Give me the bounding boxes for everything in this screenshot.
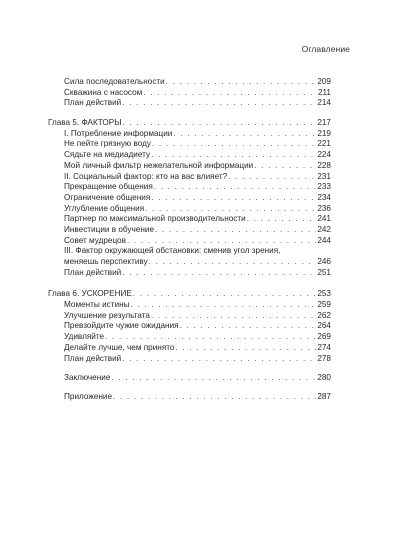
toc-entry-title: I. Потребление информации — [64, 128, 173, 138]
toc-entry — [48, 300, 331, 311]
toc-entry-page-number: 236 — [317, 203, 331, 213]
toc-entry — [48, 268, 331, 279]
toc-entry — [48, 204, 331, 215]
toc-entry-page-number: 251 — [317, 267, 331, 277]
toc-entry-page-number: 219 — [317, 128, 331, 138]
toc-entry-page-number: 221 — [317, 139, 331, 149]
toc-entry-title: План действий — [64, 353, 122, 363]
toc-entry-title: Сила последовательности — [64, 77, 165, 86]
dot-leader — [254, 161, 316, 172]
toc-entry — [48, 77, 331, 88]
toc-entry-page-number: 264 — [317, 321, 331, 331]
toc-entry-title: Глава 6. УСКОРЕНИЕ — [48, 289, 132, 299]
toc-entry-page-number: 209 — [317, 77, 331, 86]
toc-entry-title-line: III. Фактор окружающей обстановки: сменив угол зрения, — [64, 246, 281, 256]
toc-entry-title: План действий — [64, 267, 122, 277]
toc-entry-title: Приложение — [64, 391, 113, 401]
dot-leader — [151, 193, 316, 204]
dot-leader — [247, 214, 317, 225]
toc-entry-title: Не пейте грязную воду — [64, 139, 151, 149]
dot-leader — [175, 343, 316, 354]
dot-leader — [122, 354, 316, 365]
toc-entry — [48, 98, 331, 109]
dot-leader — [111, 373, 316, 384]
dot-leader — [155, 225, 316, 236]
dot-leader — [122, 118, 316, 129]
dot-leader — [122, 268, 316, 279]
toc-entry-page-number: 262 — [317, 310, 331, 320]
toc-entry-page-number: 228 — [317, 160, 331, 170]
toc-entry-title: Моменты истины — [64, 300, 130, 310]
toc-entry-title: Удивляйте — [64, 332, 105, 342]
toc-entry — [48, 129, 331, 140]
toc-entry-title: План действий — [64, 98, 122, 108]
toc-entry-title: Делайте лучше, чем принято — [64, 342, 175, 352]
toc-entry-title: Улучшение результата — [64, 310, 150, 320]
toc-entry — [48, 354, 331, 365]
toc-entry-page-number: 244 — [317, 235, 331, 245]
table-of-contents — [48, 77, 331, 403]
toc-entry — [48, 172, 331, 183]
toc-entry — [48, 321, 331, 332]
toc-entry-page-number: 259 — [317, 300, 331, 310]
dot-leader — [228, 172, 316, 183]
toc-entry — [48, 392, 331, 403]
toc-entry-page-number: 253 — [317, 289, 331, 299]
toc-entry — [48, 118, 331, 129]
toc-entry-title: Скважина с насосом — [64, 87, 143, 97]
toc-entry-page-number: 234 — [317, 192, 331, 202]
dot-leader — [122, 98, 316, 109]
dot-leader — [151, 150, 316, 161]
dot-leader — [180, 321, 317, 332]
toc-entry-title: II. Социальный фактор: кто на вас влияет? — [64, 171, 228, 181]
toc-entry-page-number: 241 — [317, 214, 331, 224]
toc-entry — [48, 225, 331, 236]
toc-entry — [48, 139, 331, 150]
toc-entry-title: Инвестиции в обучение — [64, 224, 154, 234]
toc-entry-title: Партнер по максимальной производительности — [64, 214, 246, 224]
toc-entry — [48, 214, 331, 225]
toc-entry-title: Превзойдите чужие ожидания — [64, 321, 179, 331]
dot-leader — [127, 236, 316, 247]
toc-entry-title: Сядьте на медиадиету — [64, 150, 151, 160]
toc-entry — [48, 246, 331, 267]
dot-leader — [152, 139, 316, 150]
toc-entry — [48, 289, 331, 300]
toc-entry — [48, 373, 331, 384]
toc-entry — [48, 236, 331, 247]
toc-entry-title: Углубление общения — [64, 203, 145, 213]
dot-leader — [105, 332, 316, 343]
toc-entry-title: Глава 5. ФАКТОРЫ — [48, 118, 122, 128]
toc-entry-page-number: 211 — [317, 87, 331, 97]
dot-leader — [166, 77, 317, 88]
toc-entry-title: Мой личный фильтр нежелательной информации — [64, 160, 254, 170]
toc-entry-page-number: 224 — [317, 150, 331, 160]
toc-entry — [48, 161, 331, 172]
dot-leader — [151, 311, 316, 322]
toc-entry-page-number: 217 — [317, 118, 331, 128]
toc-entry-title: Совет мудрецов — [64, 235, 126, 245]
toc-entry-title: меняешь перспективу — [64, 257, 148, 266]
toc-entry — [48, 193, 331, 204]
toc-entry-page-number: 214 — [317, 98, 331, 108]
dot-leader — [154, 182, 317, 193]
toc-entry-page-number: 274 — [317, 342, 331, 352]
toc-entry-title: Ограничение общения — [64, 192, 151, 202]
toc-entry-page-number: 233 — [317, 182, 331, 192]
toc-entry — [48, 332, 331, 343]
dot-leader — [133, 289, 316, 300]
toc-entry — [48, 150, 331, 161]
dot-leader — [145, 204, 316, 215]
dot-leader — [149, 257, 317, 268]
toc-entry-page-number: 242 — [317, 224, 331, 234]
toc-entry-title: Заключение — [64, 373, 111, 383]
toc-entry-page-number: 269 — [317, 332, 331, 342]
dot-leader — [173, 129, 316, 140]
toc-entry-title: Прекращение общения — [64, 182, 153, 192]
toc-entry-page-number: 287 — [317, 391, 331, 401]
toc-entry — [48, 182, 331, 193]
toc-entry-page-number: 278 — [317, 353, 331, 363]
running-head: Оглавление — [301, 44, 350, 54]
dot-leader — [113, 392, 316, 403]
toc-entry — [48, 88, 331, 99]
toc-entry-page-number: 231 — [317, 171, 331, 181]
dot-leader — [130, 300, 316, 311]
toc-entry — [48, 311, 331, 322]
toc-entry-page-number: 280 — [317, 373, 331, 383]
toc-entry-page-number: 246 — [317, 257, 331, 266]
toc-entry — [48, 343, 331, 354]
dot-leader — [143, 88, 317, 99]
